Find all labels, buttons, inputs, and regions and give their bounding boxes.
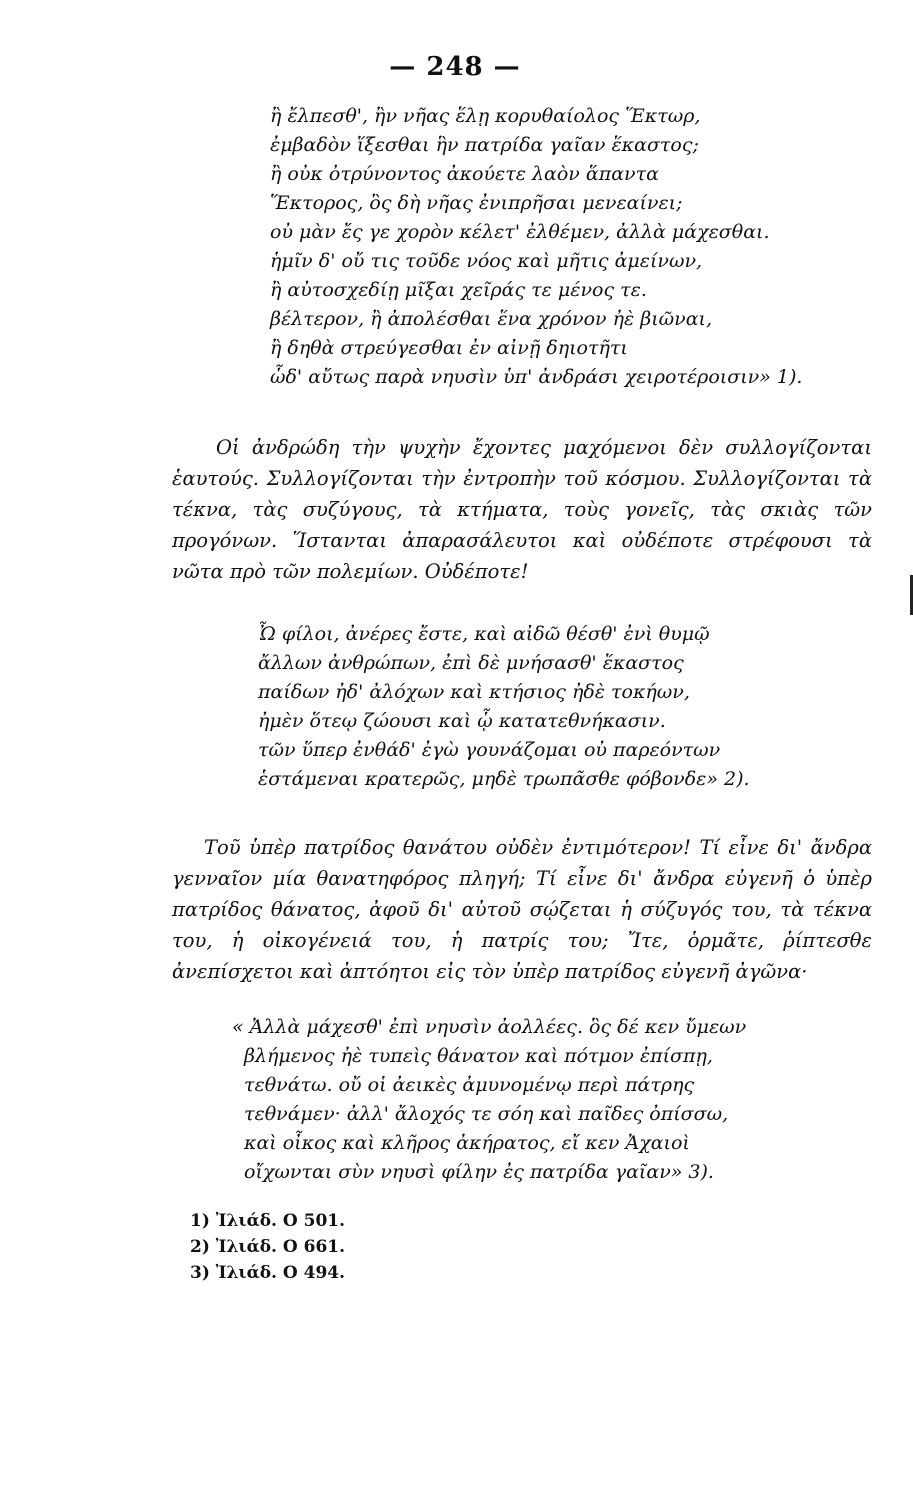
verse-line: ἢ οὐκ ὀτρύνοντος ἀκούετε λαὸν ἅπαντα bbox=[270, 163, 659, 185]
verse-line: ἢ αὐτοσχεδίῃ μῖξαι χεῖράς τε μένος τε. bbox=[270, 279, 647, 301]
verse-line: ἡμῖν δ' οὔ τις τοῦδε νόος καὶ μῆτις ἀμείνων, bbox=[270, 250, 703, 272]
verse-quotation-2 bbox=[258, 620, 750, 794]
verse-line: ἢ δηθὰ στρεύγεσθαι ἐν αἰνῇ δηιοτῆτι bbox=[270, 337, 628, 359]
verse-line: τῶν ὕπερ ἐνθάδ' ἐγὼ γουνάζομαι οὐ παρεόντων bbox=[258, 739, 721, 761]
footnote: 2) Ἰλιάδ. Ο 661. bbox=[190, 1237, 346, 1257]
verse-line: οἴχωνται σὺν νηυσὶ φίλην ἐς πατρίδα γαῖαν» 3). bbox=[244, 1161, 714, 1183]
verse-line: Ὦ φίλοι, ἀνέρες ἔστε, καὶ αἰδῶ θέσθ' ἐνὶ θυμῷ bbox=[258, 623, 710, 645]
verse-line: παίδων ἠδ' ἀλόχων καὶ κτήσιος ἠδὲ τοκήων, bbox=[258, 681, 690, 703]
prose-paragraph-2: Τοῦ ὑπὲρ πατρίδος θανάτου οὐδὲν ἐντιμότερον! Τί εἶνε δι' ἄνδρα γενναῖον μία θανατηφόρος πληγή; Τί εἶνε δι' ἄνδρα εὐγενῆ ὁ ὑπὲρ πατρίδος θάνατος, ἀφοῦ δι' αὐτοῦ σῴζεται ἡ σύζυγός του, τὰ τέκνα του, ἡ οἰκογένειά του, ἡ πατρίς του; Ἴτε, ὁρμᾶτε, ῥίπτεσθε ἀνεπίσχετοι καὶ ἀπτόητοι εἰς τὸν ὑπὲρ πατρίδος εὐγενῆ ἀγῶνα· bbox=[172, 836, 872, 983]
footnote: 3) Ἰλιάδ. Ο 494. bbox=[190, 1263, 346, 1283]
verse-quotation-3 bbox=[232, 1013, 746, 1187]
verse-line: οὐ μὰν ἔς γε χορὸν κέλετ' ἐλθέμεν, ἀλλὰ μάχεσθαι. bbox=[270, 221, 770, 243]
footnote: 1) Ἰλιάδ. Ο 501. bbox=[190, 1211, 346, 1231]
prose-paragraph-1: Οἱ ἀνδρώδη τὴν ψυχὴν ἔχοντες μαχόμενοι δὲν συλλογίζονται ἑαυτούς. Συλλογίζονται τὴν ἐντροπὴν τοῦ κόσμου. Συλλογίζονται τὰ τέκνα, τὰς συζύγους, τὰ κτήματα, τοὺς γονεῖς, τὰς σκιὰς τῶν προγόνων. Ἵστανται ἀπαρασάλευτοι καὶ οὐδέποτε στρέφουσι τὰ νῶτα πρὸ τῶν πολεμίων. Οὐδέποτε! bbox=[172, 436, 872, 583]
verse-line: ἢ ἔλπεσθ', ἢν νῆας ἕλῃ κορυθαίολος Ἕκτωρ, bbox=[270, 105, 701, 127]
verse-line: βλήμενος ἠὲ τυπεὶς θάνατον καὶ πότμον ἐπίσπῃ, bbox=[244, 1045, 713, 1067]
verse-line: ὧδ' αὔτως παρὰ νηυσὶν ὑπ' ἀνδράσι χειροτέροισιν» 1). bbox=[270, 366, 803, 388]
verse-line: Ἕκτορος, ὃς δὴ νῆας ἐνιπρῆσαι μενεαίνει; bbox=[270, 192, 683, 214]
verse-line: ἄλλων ἀνθρώπων, ἐπὶ δὲ μνήσασθ' ἕκαστος bbox=[258, 652, 684, 674]
verse-line: τεθνάτω. οὔ οἱ ἀεικὲς ἀμυνομένῳ περὶ πάτρης bbox=[244, 1074, 695, 1096]
verse-line: καὶ οἶκος καὶ κλῆρος ἀκήρατος, εἴ κεν Ἀχαιοὶ bbox=[244, 1132, 690, 1154]
page-number: — 248 — bbox=[389, 52, 521, 82]
verse-line: τεθνάμεν· ἀλλ' ἄλοχός τε σόη καὶ παῖδες ὀπίσσω, bbox=[244, 1103, 729, 1125]
verse-line: ἑστάμεναι κρατερῶς, μηδὲ τρωπᾶσθε φόβονδε» 2). bbox=[258, 768, 750, 790]
verse-line: ἠμὲν ὅτεῳ ζώουσι καὶ ᾧ κατατεθνήκασιν. bbox=[258, 710, 666, 732]
verse-line: βέλτερον, ἢ ἀπολέσθαι ἕνα χρόνον ἠὲ βιῶναι, bbox=[270, 308, 713, 330]
verse-line: « Ἀλλὰ μάχεσθ' ἐπὶ νηυσὶν ἀολλέες. ὃς δέ κεν ὔμεων bbox=[232, 1016, 747, 1038]
footnotes bbox=[190, 1208, 345, 1286]
verse-quotation-1 bbox=[270, 102, 802, 392]
verse-line: ἐμβαδὸν ἵξεσθαι ἣν πατρίδα γαῖαν ἕκαστος; bbox=[270, 134, 699, 156]
